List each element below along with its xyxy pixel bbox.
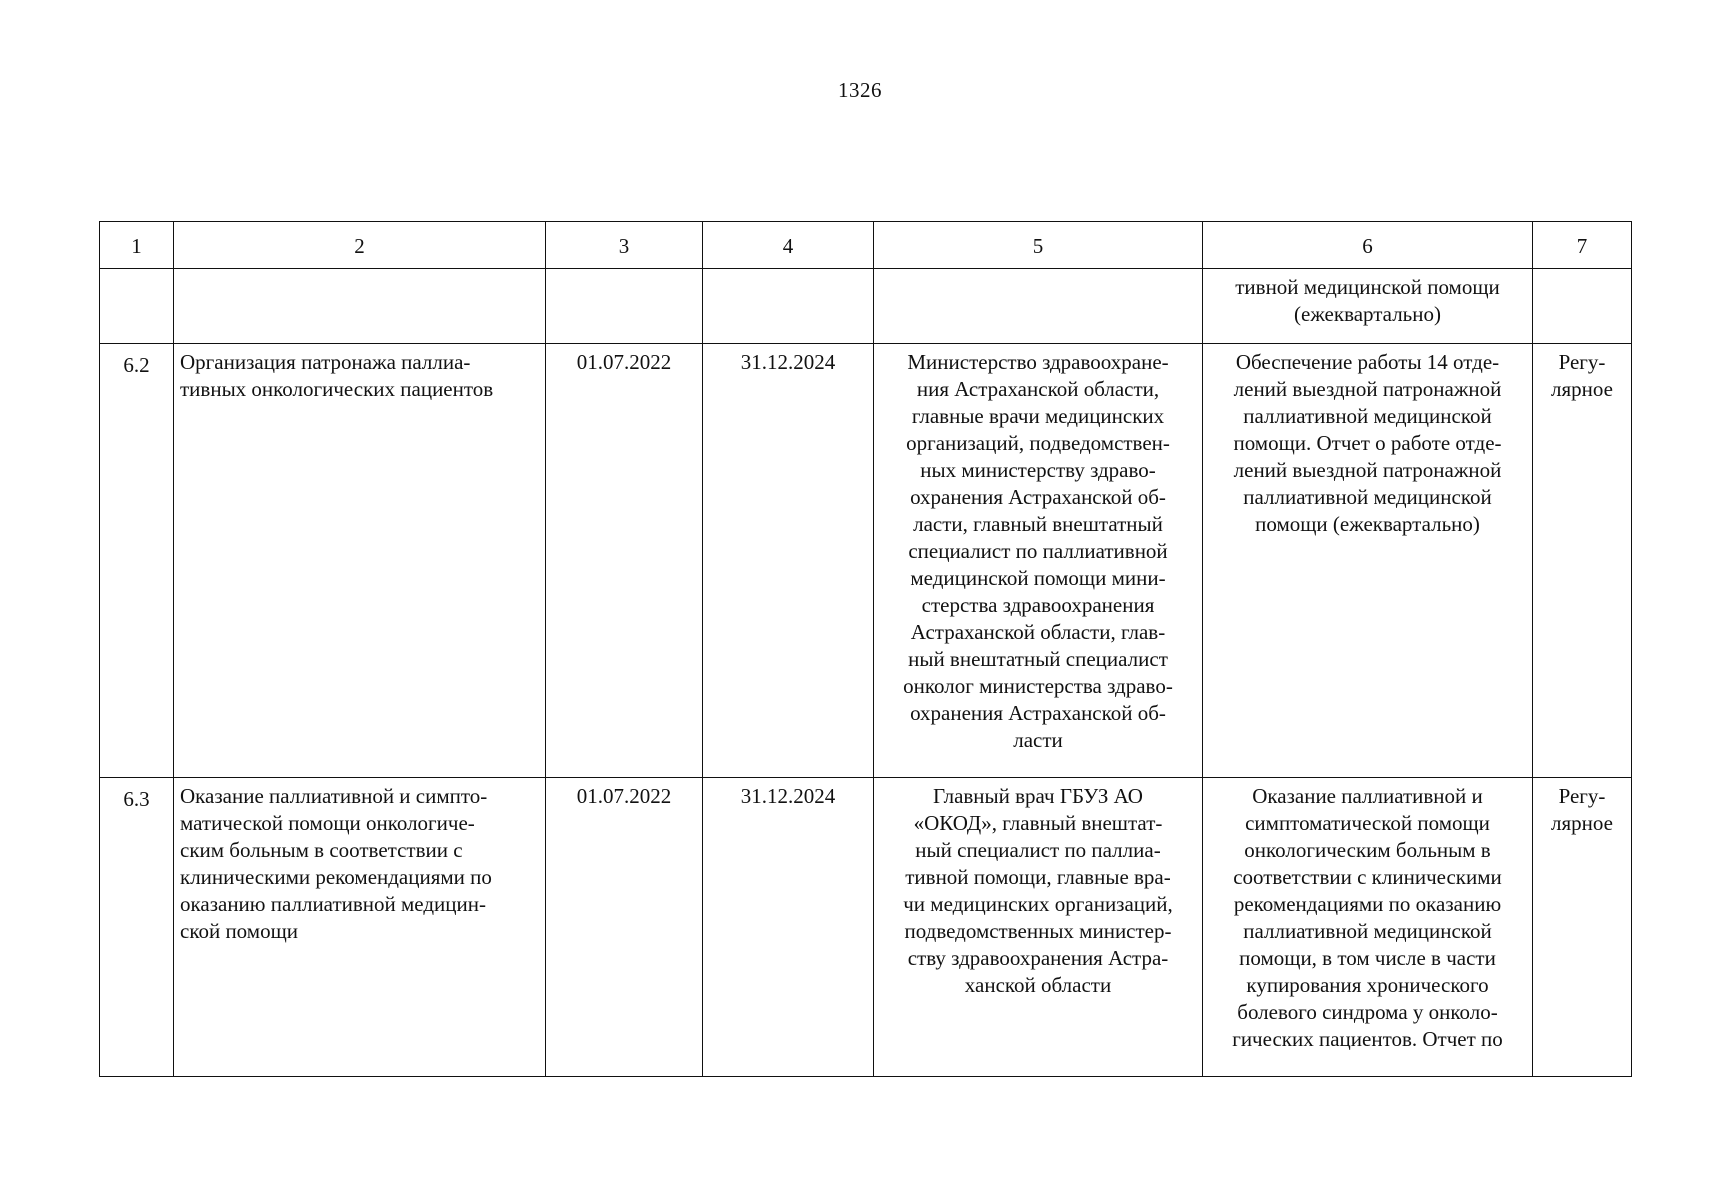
header-col-3: 3 bbox=[546, 222, 703, 269]
plan-table bbox=[99, 221, 1632, 1077]
cell-type: Регу- лярное bbox=[1533, 778, 1632, 1077]
cell-activity-name: Организация патронажа паллиа- тивных онкологических пациентов bbox=[174, 344, 546, 778]
cell-empty bbox=[174, 269, 546, 344]
cell-empty bbox=[703, 269, 874, 344]
cell-item-number: 6.3 bbox=[100, 778, 174, 1077]
cell-start-date: 01.07.2022 bbox=[546, 344, 703, 778]
table-header-row bbox=[100, 222, 1632, 269]
header-col-4: 4 bbox=[703, 222, 874, 269]
cell-start-date: 01.07.2022 bbox=[546, 778, 703, 1077]
cell-responsible: Главный врач ГБУЗ АО «ОКОД», главный внештат- ный специалист по паллиа- тивной помощи, главные вра- чи медицинских организаций, подведомственных министер- ству здравоохранения Астра- ханской области bbox=[874, 778, 1203, 1077]
table-row bbox=[100, 778, 1632, 1077]
cell-empty bbox=[874, 269, 1203, 344]
header-col-7: 7 bbox=[1533, 222, 1632, 269]
header-col-5: 5 bbox=[874, 222, 1203, 269]
table-row-continuation bbox=[100, 269, 1632, 344]
cell-type: Регу- лярное bbox=[1533, 344, 1632, 778]
header-col-2: 2 bbox=[174, 222, 546, 269]
cell-result: Оказание паллиативной и симптоматической помощи онкологическим больным в соответствии с клиническими рекомендациями по оказанию паллиативной медицинской помощи, в том числе в части купирования хронического болевого синдрома у онколо- гических пациентов. Отчет по bbox=[1203, 778, 1533, 1077]
cell-result-continued: тивной медицинской помощи (ежеквартально) bbox=[1203, 269, 1533, 344]
page-number: 1326 bbox=[838, 78, 882, 102]
cell-item-number: 6.2 bbox=[100, 344, 174, 778]
cell-empty bbox=[1533, 269, 1632, 344]
cell-end-date: 31.12.2024 bbox=[703, 778, 874, 1077]
header-col-6: 6 bbox=[1203, 222, 1533, 269]
cell-responsible: Министерство здравоохране- ния Астраханской области, главные врачи медицинских организаций, подведомствен- ных министерству здраво- охранения Астраханской об- ласти, главный внештатный специалист по паллиативной медицинской помощи мини- стерства здравоохранения Астраханской области, глав- ный внештатный специалист онколог министерства здраво- охранения Астраханской об- ласти bbox=[874, 344, 1203, 778]
cell-activity-name: Оказание паллиативной и симпто- матической помощи онкологиче- ским больным в соответствии с клиническими рекомендациями по оказанию паллиативной медицин- ской помощи bbox=[174, 778, 546, 1077]
cell-empty bbox=[100, 269, 174, 344]
cell-end-date: 31.12.2024 bbox=[703, 344, 874, 778]
table-row bbox=[100, 344, 1632, 778]
cell-result: Обеспечение работы 14 отде- лений выездной патронажной паллиативной медицинской помощи. Отчет о работе отде- лений выездной патронажной паллиативной медицинской помощи (ежеквартально) bbox=[1203, 344, 1533, 778]
header-col-1: 1 bbox=[100, 222, 174, 269]
cell-empty bbox=[546, 269, 703, 344]
